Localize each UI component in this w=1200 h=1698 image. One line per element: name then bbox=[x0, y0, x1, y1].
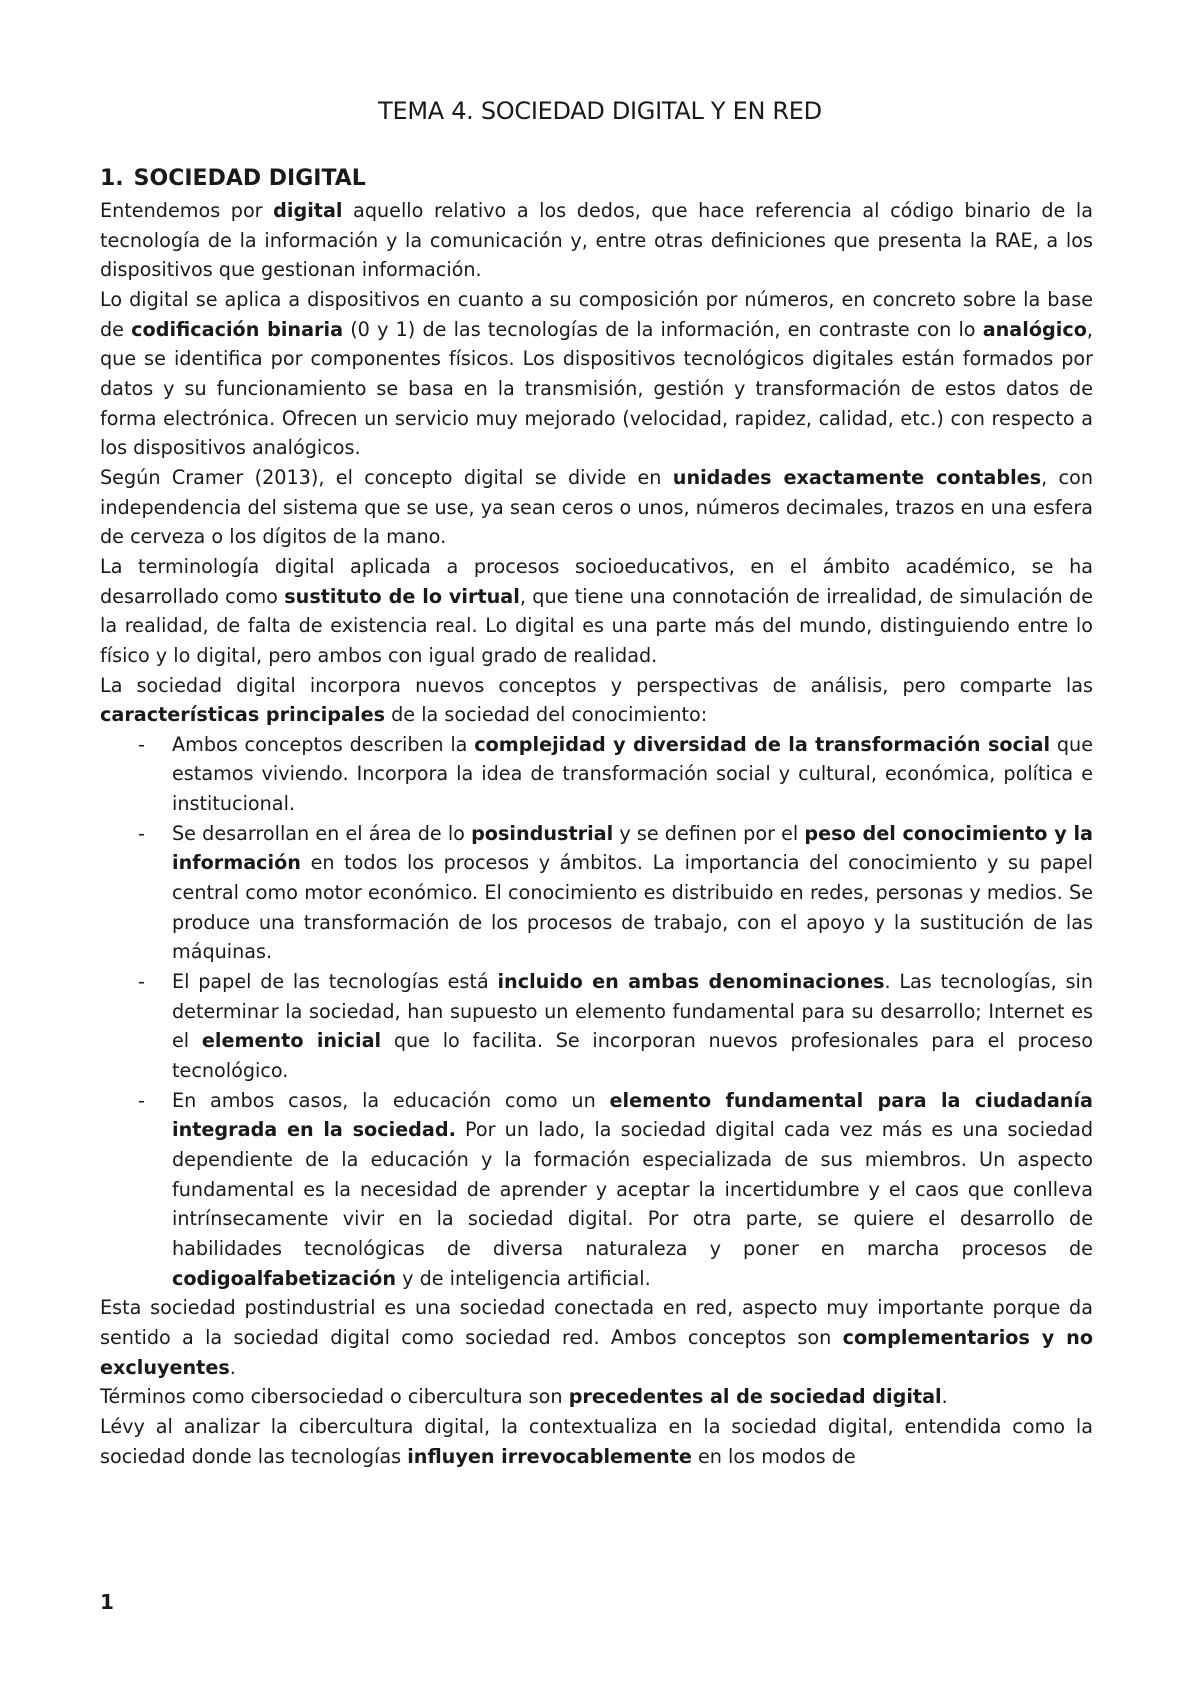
text-run: , con independencia del sistema que se use, ya sean ceros o unos, números decimales, trazos en una esfera de cerveza o los dígitos de la mano. bbox=[100, 465, 1094, 549]
bullet-dash: - bbox=[138, 1088, 145, 1112]
text-run: Términos como cibersociedad o cibercultura son bbox=[100, 1385, 569, 1409]
document-body bbox=[100, 162, 1093, 1471]
bold-run: complejidad y diversidad de la transformación social bbox=[474, 732, 1051, 756]
text-run: La sociedad digital incorpora nuevos conceptos y perspectivas de análisis, pero comparte las bbox=[100, 673, 1093, 697]
list-item bbox=[100, 1086, 1093, 1294]
text-run: que estamos viviendo. Incorpora la idea de transformación social y cultural, económica, política e institucional. bbox=[172, 732, 1093, 816]
bold-run: codigoalfabetización bbox=[172, 1266, 397, 1290]
paragraph-5 bbox=[100, 671, 1093, 730]
bold-run: incluido en ambas denominaciones bbox=[497, 970, 885, 994]
section-title: SOCIEDAD DIGITAL bbox=[133, 166, 366, 191]
text-run: En ambos casos, la educación como un bbox=[172, 1088, 610, 1112]
bold-run: precedentes al de sociedad digital bbox=[568, 1385, 942, 1409]
text-run: (0 y 1) de las tecnologías de la información, en contraste con lo bbox=[343, 317, 983, 341]
text-run: Ambos conceptos describen la bbox=[172, 732, 475, 756]
text-run: Según Cramer (2013), el concepto digital se divide en bbox=[100, 465, 673, 489]
text-run: Lo digital se aplica a dispositivos en cuanto a su composición por números, en concreto sobre la base de bbox=[100, 287, 1093, 341]
paragraph-4 bbox=[100, 552, 1093, 671]
bold-run: codificación binaria bbox=[131, 317, 344, 341]
text-run: que lo facilita. Se incorporan nuevos profesionales para el proceso tecnológico. bbox=[172, 1029, 1093, 1083]
bullet-dash: - bbox=[138, 732, 145, 756]
bold-run: digital bbox=[273, 199, 343, 222]
bold-run: elemento fundamental para la ciudadanía integrada en la sociedad. bbox=[172, 1088, 1093, 1142]
page-number: 1 bbox=[100, 1590, 114, 1614]
section-number: 1. bbox=[100, 166, 124, 191]
text-run: , que tiene una connotación de irrealidad, de simulación de la realidad, de falta de existencia real. Lo digital es una parte más del mundo, distinguiendo entre lo físico y lo digital, pero ambos con igual grado de realidad. bbox=[100, 584, 1094, 667]
paragraph-3 bbox=[100, 463, 1093, 552]
text-run: aquello relativo a los dedos, que hace referencia al código binario de la tecnología de la información y la comunicación y, entre otras definiciones que presenta la RAE, a los dispositivos que gestionan información. bbox=[100, 199, 1093, 282]
list-item bbox=[100, 967, 1093, 1086]
paragraph-8 bbox=[100, 1412, 1093, 1471]
bold-run: características principales bbox=[100, 703, 386, 727]
text-run: Lévy al analizar la cibercultura digital, la contextualiza en la sociedad digital, entendida como la sociedad donde las tecnologías bbox=[100, 1414, 1093, 1468]
bold-run: influyen irrevocablemente bbox=[407, 1444, 692, 1468]
text-run: en todos los procesos y ámbitos. La importancia del conocimiento y su papel central como motor económico. El conocimiento es distribuido en redes, personas y medios. Se produce una transformación de los procesos de trabajo, con el apoyo y la sustitución de las máquinas. bbox=[172, 851, 1093, 964]
text-run: y de inteligencia artificial. bbox=[396, 1266, 651, 1290]
bold-run: complementarios y no excluyentes bbox=[100, 1325, 1093, 1379]
text-run: y se definen por el bbox=[613, 821, 805, 845]
text-run: Se desarrollan en el área de lo bbox=[172, 821, 472, 845]
text-run: . bbox=[941, 1385, 948, 1409]
paragraph-6 bbox=[100, 1293, 1093, 1382]
text-run: Entendemos por bbox=[100, 199, 274, 222]
text-run: en los modos de bbox=[691, 1444, 856, 1468]
text-run: El papel de las tecnologías está bbox=[172, 970, 498, 994]
text-run: Por un lado, la sociedad digital cada vez más es una sociedad dependiente de la educación y la formación especializada de sus miembros. Un aspecto fundamental es la necesidad de aprender y aceptar la incertidumbre y el caos que conlleva intrínsecamente vivir en la sociedad digital. Por otra parte, se quiere el desarrollo de habilidades tecnológicas de diversa naturaleza y poner en marcha procesos de bbox=[172, 1118, 1094, 1260]
bold-run: sustituto de lo virtual bbox=[284, 584, 520, 608]
characteristics-list bbox=[100, 730, 1093, 1293]
bold-run: analógico bbox=[982, 317, 1087, 341]
bullet-dash: - bbox=[138, 821, 145, 845]
text-run: de la sociedad del conocimiento: bbox=[385, 703, 708, 727]
list-item bbox=[100, 730, 1093, 819]
list-item bbox=[100, 819, 1093, 967]
text-run: La terminología digital aplicada a procesos socioeducativos, en el ámbito académico, se ha desarrollado como bbox=[100, 554, 1093, 608]
text-run: . bbox=[229, 1355, 236, 1379]
bullet-dash: - bbox=[138, 970, 145, 994]
paragraph-7 bbox=[100, 1382, 1093, 1412]
text-run: Esta sociedad postindustrial es una sociedad conectada en red, aspecto muy importante porque da sentido a la sociedad digital como sociedad red. Ambos conceptos son bbox=[100, 1296, 1093, 1349]
bold-run: elemento inicial bbox=[201, 1029, 382, 1053]
document-title: TEMA 4. SOCIEDAD DIGITAL Y EN RED bbox=[378, 97, 822, 125]
text-run: , que se identifica por componentes físicos. Los dispositivos tecnológicos digitales están formados por datos y su funcionamiento se basa en la transmisión, gestión y transformación de estos datos de forma electrónica. Ofrecen un servicio muy mejorado (velocidad, rapidez, calidad, etc.) con respecto a los dispositivos analógicos. bbox=[100, 317, 1093, 460]
bold-run: unidades exactamente contables bbox=[672, 465, 1042, 489]
paragraph-1 bbox=[100, 196, 1093, 285]
paragraph-2 bbox=[100, 285, 1093, 463]
text-run: . Las tecnologías, sin determinar la sociedad, han supuesto un elemento fundamental para su desarrollo; Internet es el bbox=[172, 970, 1094, 1053]
bold-run: peso del conocimiento y la información bbox=[172, 821, 1093, 875]
bold-run: posindustrial bbox=[471, 821, 614, 845]
section-heading bbox=[100, 162, 1093, 196]
